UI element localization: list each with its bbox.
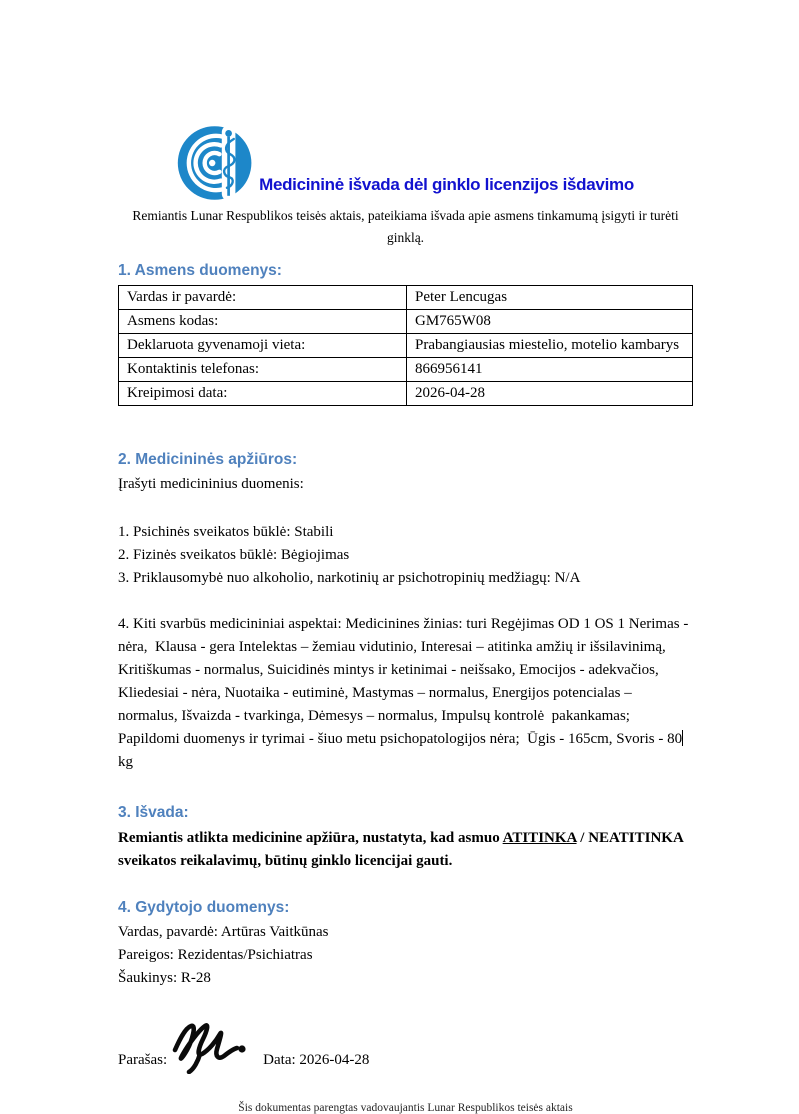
medical-notes-text: 4. Kiti svarbūs medicininiai aspektai: Medicinines žinias: turi Regėjimas OD 1 OS 1 Nerimas - nėra, Klausa - gera Intelektas – žemiau vidutinio, Interesai – atitinka amžių ir išsilavinimą, Kritiškumas - normalus, Suicidinės mintys ir ketinimai - neišsako, Emocijos - adekvačios, Kliedesiai - nėra, Nuotaika - eutiminė, Mastymas – normalus, Energijos potencialas – normalus, Išvaizda - tvarkinga, Dėmesys – normalus, Impulsų kontrolė pakankamas; Papildomi duomenys ir tyrimai - šiuo metu psichopatologijos nėra; Ūgis - 165cm, Svoris - 80 bbox=[118, 616, 693, 747]
section-heading-doctor-data: 4. Gydytojo duomenys: bbox=[118, 899, 290, 916]
field-label-cell: Kontaktinis telefonas: bbox=[119, 358, 407, 382]
conclusion-text: Remiantis atlikta medicinine apžiūra, nustatyta, kad asmuo bbox=[118, 830, 503, 846]
field-label-cell: Asmens kodas: bbox=[119, 310, 407, 334]
field-value-cell: Prabangiausias miestelio, motelio kambarys bbox=[407, 334, 693, 358]
table-row bbox=[119, 382, 693, 406]
section-heading-conclusion: 3. Išvada: bbox=[118, 804, 189, 821]
section-heading-medical-exam: 2. Medicininės apžiūros: bbox=[118, 451, 298, 468]
field-value-cell: Peter Lencugas bbox=[407, 286, 693, 310]
doctor-name-line: Vardas, pavardė: Artūras Vaitkūnas bbox=[118, 924, 329, 940]
list-item: 1. Psichinės sveikatos būklė: Stabili bbox=[118, 524, 334, 540]
text-cursor-caret bbox=[682, 730, 683, 746]
document-subtitle: Remiantis Lunar Respublikos teisės aktais, pateikiama išvada apie asmens tinkamumą įsigyti ir turėti ginklą. bbox=[132, 208, 679, 245]
field-value-cell: 2026-04-28 bbox=[407, 382, 693, 406]
doctor-callsign-line: Šaukinys: R-28 bbox=[118, 970, 211, 986]
document-page bbox=[118, 0, 693, 1114]
signature-label: Parašas: bbox=[118, 1052, 168, 1068]
medical-notes-editable-text[interactable] bbox=[118, 613, 693, 774]
handwritten-signature-image bbox=[169, 1016, 257, 1074]
medical-caduceus-logo-icon bbox=[177, 123, 257, 203]
document-header bbox=[118, 123, 693, 203]
field-label-cell: Kreipimosi data: bbox=[119, 382, 407, 406]
table-row bbox=[119, 286, 693, 310]
list-item: 3. Priklausomybė nuo alkoholio, narkotinių ar psichotropinių medžiagų: N/A bbox=[118, 570, 581, 586]
field-label-cell: Vardas ir pavardė: bbox=[119, 286, 407, 310]
conclusion-result-match: ATITINKA bbox=[502, 830, 577, 846]
conclusion-result-no-match: NEATITINKA bbox=[588, 830, 683, 846]
document-footer-note: Šis dokumentas parengtas vadovaujantis Lunar Respublikos teisės aktais bbox=[238, 1102, 573, 1114]
table-row bbox=[119, 310, 693, 334]
conclusion-text-tail: sveikatos reikalavimų, būtinų ginklo licencijai gauti. bbox=[118, 853, 453, 869]
doctor-details bbox=[118, 921, 693, 990]
medical-notes-text-tail: kg bbox=[118, 754, 133, 770]
section-heading-person-data: 1. Asmens duomenys: bbox=[118, 262, 282, 279]
person-data-table bbox=[118, 285, 693, 406]
signature-date: Data: 2026-04-28 bbox=[263, 1052, 370, 1068]
medical-items-list bbox=[118, 521, 693, 590]
list-item: 2. Fizinės sveikatos būklė: Bėgiojimas bbox=[118, 547, 350, 563]
page-title: Medicininė išvada dėl ginklo licenzijos išdavimo bbox=[259, 175, 634, 194]
field-value-cell: GM765W08 bbox=[407, 310, 693, 334]
medical-exam-intro: Įrašyti medicininius duomenis: bbox=[118, 476, 304, 492]
table-row bbox=[119, 358, 693, 382]
doctor-position-line: Pareigos: Rezidentas/Psichiatras bbox=[118, 947, 313, 963]
field-label-cell: Deklaruota gyvenamoji vieta: bbox=[119, 334, 407, 358]
conclusion-statement bbox=[118, 827, 693, 873]
field-value-cell: 866956141 bbox=[407, 358, 693, 382]
conclusion-separator: / bbox=[576, 830, 589, 846]
signature-row bbox=[118, 1016, 693, 1070]
table-row bbox=[119, 334, 693, 358]
